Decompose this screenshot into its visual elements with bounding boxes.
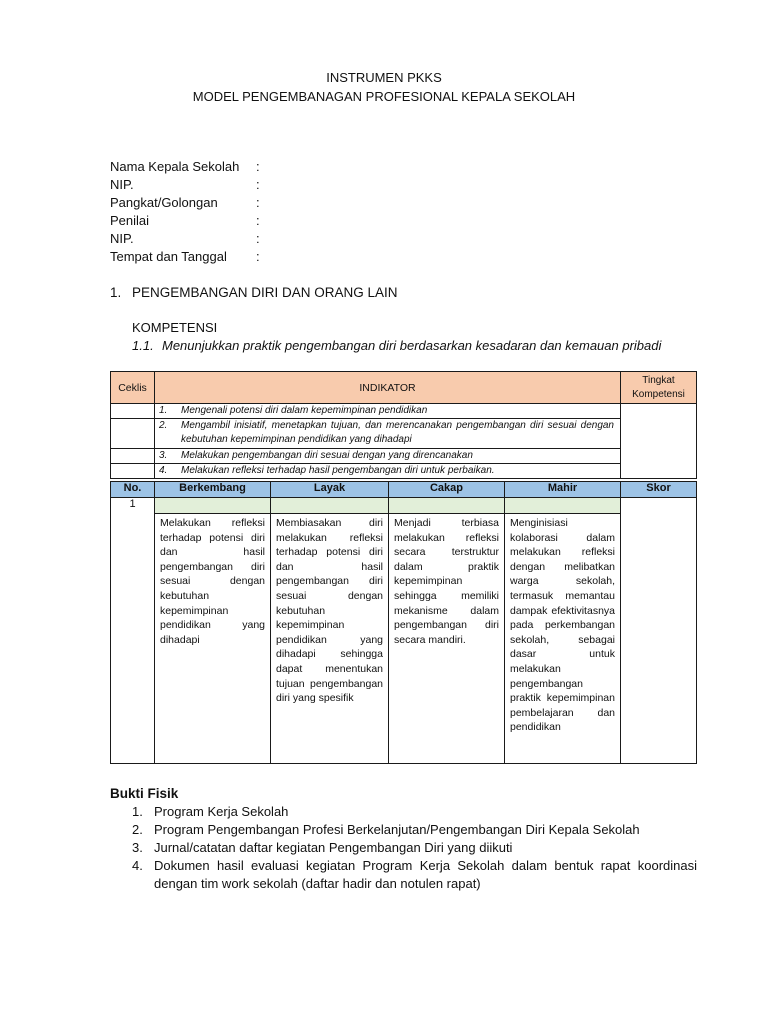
- section-number: 1.: [110, 285, 122, 300]
- row-number: 1: [111, 498, 155, 764]
- berkembang-header: Berkembang: [155, 482, 271, 498]
- field-label-nip: NIP.: [110, 177, 134, 192]
- indicator-num: 1.: [159, 405, 168, 416]
- list-item: [132, 821, 697, 839]
- indicator-item: [155, 419, 621, 449]
- indicator-text: Mengenali potensi diri dalam kepemimpinan pendidikan: [181, 405, 428, 416]
- indicator-text: Melakukan refleksi terhadap hasil pengembangan diri untuk perbaikan.: [181, 465, 495, 476]
- list-text: Program Pengembangan Profesi Berkelanjutan/Pengembangan Diri Kepala Sekolah: [154, 822, 640, 837]
- tingkat-cell[interactable]: [621, 404, 697, 479]
- indikator-header: INDIKATOR: [155, 372, 621, 404]
- mahir-header: Mahir: [505, 482, 621, 498]
- field-label-penilai: Penilai: [110, 213, 150, 228]
- list-text: Dokumen hasil evaluasi kegiatan Program Kerja Sekolah dalam bentuk rapat koordinasi dengan tim work sekolah (daftar hadir dan notulen rapat): [154, 858, 697, 891]
- cakap-header: Cakap: [389, 482, 505, 498]
- bukti-fisik-title: Bukti Fisik: [110, 786, 179, 801]
- field-colon: :: [256, 177, 260, 192]
- field-label-nip-penilai: NIP.: [110, 231, 134, 246]
- cakap-check[interactable]: [389, 498, 505, 514]
- field-colon: :: [256, 231, 260, 246]
- list-text: Jurnal/catatan daftar kegiatan Pengembangan Diri yang diikuti: [154, 840, 513, 855]
- list-item: [132, 839, 697, 857]
- ceklis-header: Ceklis: [111, 372, 155, 404]
- field-label-pangkat: Pangkat/Golongan: [110, 195, 218, 210]
- list-number: 2.: [132, 822, 143, 837]
- mahir-description: Menginisiasi kolaborasi dalam melakukan refleksi dengan melibatkan warga sekolah, termasuk memantau dampak efektivitasnya pada perkembangan sekolah, sebagai dasar untuk melakukan pengembangan praktik kepemimpinan pembelajaran dan pendidikan: [505, 514, 621, 764]
- field-label-nama: Nama Kepala Sekolah: [110, 159, 240, 174]
- kompetensi-label: KOMPETENSI: [132, 320, 218, 335]
- indicator-text: Melakukan pengembangan diri sesuai dengan yang direncanakan: [181, 450, 473, 461]
- list-number: 4.: [132, 858, 143, 873]
- section-title: PENGEMBANGAN DIRI DAN ORANG LAIN: [132, 285, 398, 300]
- field-colon: :: [256, 249, 260, 264]
- level-table: [110, 481, 697, 764]
- berkembang-description: Melakukan refleksi terhadap potensi diri dan hasil pengembangan diri sesuai dengan kebutuhan kepemimpinan pendidikan yang dihadapi: [155, 514, 271, 764]
- tingkat-header: Tingkat Kompetensi: [621, 372, 697, 404]
- field-label-tempat: Tempat dan Tanggal: [110, 249, 227, 264]
- indicator-item: [155, 449, 621, 464]
- indicator-item: [155, 404, 621, 419]
- list-item: [132, 857, 697, 893]
- layak-description: Membiasakan diri melakukan refleksi terhadap potensi diri dan hasil pengembangan diri sesuai dengan kebutuhan kepemimpinan pendidikan yang dihadapi sehingga dapat menentukan tujuan pengembangan diri yang spesifik: [271, 514, 389, 764]
- indicator-item: [155, 464, 621, 479]
- layak-check[interactable]: [271, 498, 389, 514]
- skor-header: Skor: [621, 482, 697, 498]
- indicator-num: 4.: [159, 465, 168, 476]
- layak-header: Layak: [271, 482, 389, 498]
- list-text: Program Kerja Sekolah: [154, 804, 289, 819]
- document-subtitle: MODEL PENGEMBANAGAN PROFESIONAL KEPALA SEKOLAH: [192, 89, 576, 104]
- list-number: 3.: [132, 840, 143, 855]
- ceklis-cell[interactable]: [111, 464, 155, 479]
- mahir-check[interactable]: [505, 498, 621, 514]
- cakap-description: Menjadi terbiasa melakukan refleksi secara terstruktur dalam praktik kepemimpinan sehingga memiliki mekanisme dalam pengembangan diri secara mandiri.: [389, 514, 505, 764]
- field-colon: :: [256, 159, 260, 174]
- document-title: INSTRUMEN PKKS: [326, 70, 442, 85]
- kompetensi-number: 1.1.: [132, 338, 154, 353]
- indicator-num: 2.: [159, 420, 168, 431]
- bukti-fisik-list: [132, 803, 697, 893]
- indicator-num: 3.: [159, 450, 168, 461]
- field-colon: :: [256, 195, 260, 210]
- field-colon: :: [256, 213, 260, 228]
- indicator-table: [110, 371, 697, 479]
- list-item: [132, 803, 697, 821]
- ceklis-cell[interactable]: [111, 419, 155, 449]
- skor-cell[interactable]: [621, 498, 697, 764]
- list-number: 1.: [132, 804, 143, 819]
- indicator-text: Mengambil inisiatif, menetapkan tujuan, dan merencanakan pengembangan diri sesuai dengan kebutuhan kepemimpinan pendidikan yang dihadapi: [181, 420, 614, 445]
- no-header: No.: [111, 482, 155, 498]
- ceklis-cell[interactable]: [111, 404, 155, 419]
- kompetensi-text: Menunjukkan praktik pengembangan diri berdasarkan kesadaran dan kemauan pribadi: [162, 338, 662, 353]
- ceklis-cell[interactable]: [111, 449, 155, 464]
- berkembang-check[interactable]: [155, 498, 271, 514]
